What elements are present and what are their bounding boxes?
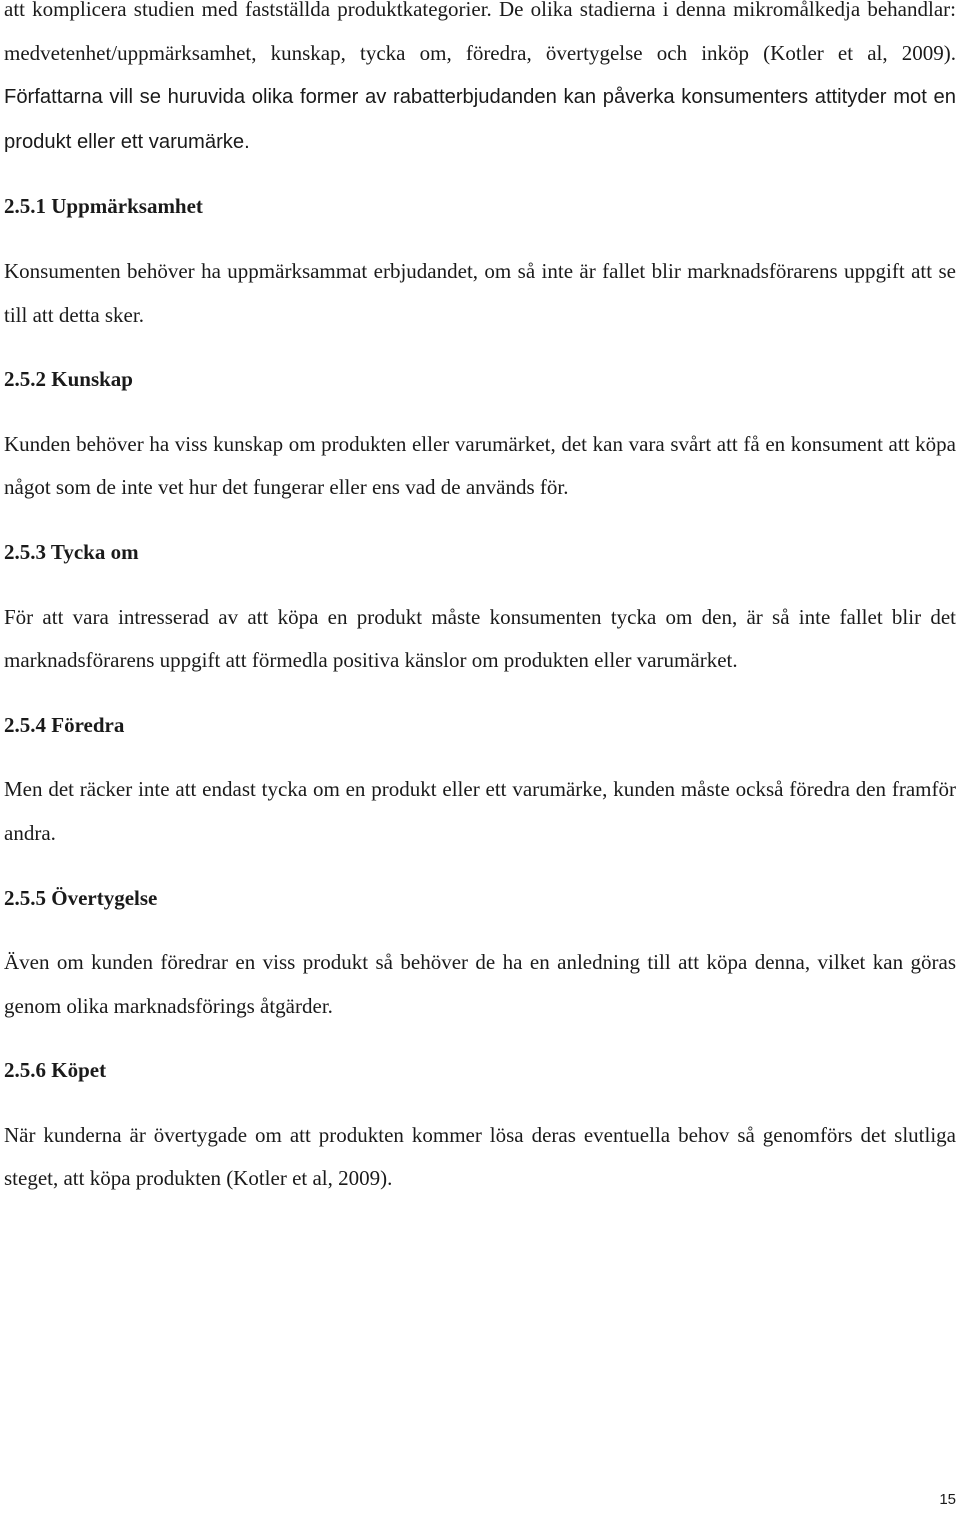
intro-text-serif: att komplicera studien med fastställda produktkategorier. De olika stadierna i denna mikromålkedja behandlar: medvetenhet/uppmärksamhet, kunskap, tycka om, föredra, övertygelse och inköp (Kotler et al, 2009).: [4, 0, 956, 65]
section-body-tycka-om: För att vara intresserad av att köpa en produkt måste konsumenten tycka om den, är så inte fallet blir det marknadsförarens uppgift att förmedla positiva känslor om produkten eller varumärket.: [4, 604, 956, 673]
section-heading-overtygelse: 2.5.5 Övertygelse: [4, 885, 158, 910]
document-page: [4, 0, 956, 1201]
section-body-kunskap: Kunden behöver ha viss kunskap om produkten eller varumärket, det kan vara svårt att få en konsument att köpa något som de inte vet hur det fungerar eller ens vad de används för.: [4, 431, 956, 500]
section-heading-kopet: 2.5.6 Köpet: [4, 1058, 107, 1083]
section-body-kopet: När kunderna är övertygade om att produkten kommer lösa deras eventuella behov så genomförs det slutliga steget, att köpa produkten (Kotler et al, 2009).: [4, 1122, 956, 1191]
section-body-overtygelse: Även om kunden föredrar en viss produkt så behöver de ha en anledning till att köpa denna, vilket kan göras genom olika marknadsförings åtgärder.: [4, 950, 956, 1018]
intro-text-sans: Författarna vill se huruvida olika former av rabatterbjudanden kan påverka konsumenters attityder mot en produkt eller ett varumärke.: [4, 86, 956, 153]
page-number: 15: [939, 1491, 956, 1508]
section-heading-uppmarksamhet: 2.5.1 Uppmärksamhet: [4, 194, 203, 219]
section-heading-foredra: 2.5.4 Föredra: [4, 712, 125, 737]
section-heading-kunskap: 2.5.2 Kunskap: [4, 367, 133, 392]
section-heading-tycka-om: 2.5.3 Tycka om: [4, 539, 139, 564]
section-body-uppmarksamhet: Konsumenten behöver ha uppmärksammat erbjudandet, om så inte är fallet blir marknadsförarens uppgift att se till att detta sker.: [4, 258, 956, 327]
intro-paragraph: [4, 0, 956, 164]
section-body-foredra: Men det räcker inte att endast tycka om en produkt eller ett varumärke, kunden måste också föredra den framför andra.: [4, 777, 956, 845]
